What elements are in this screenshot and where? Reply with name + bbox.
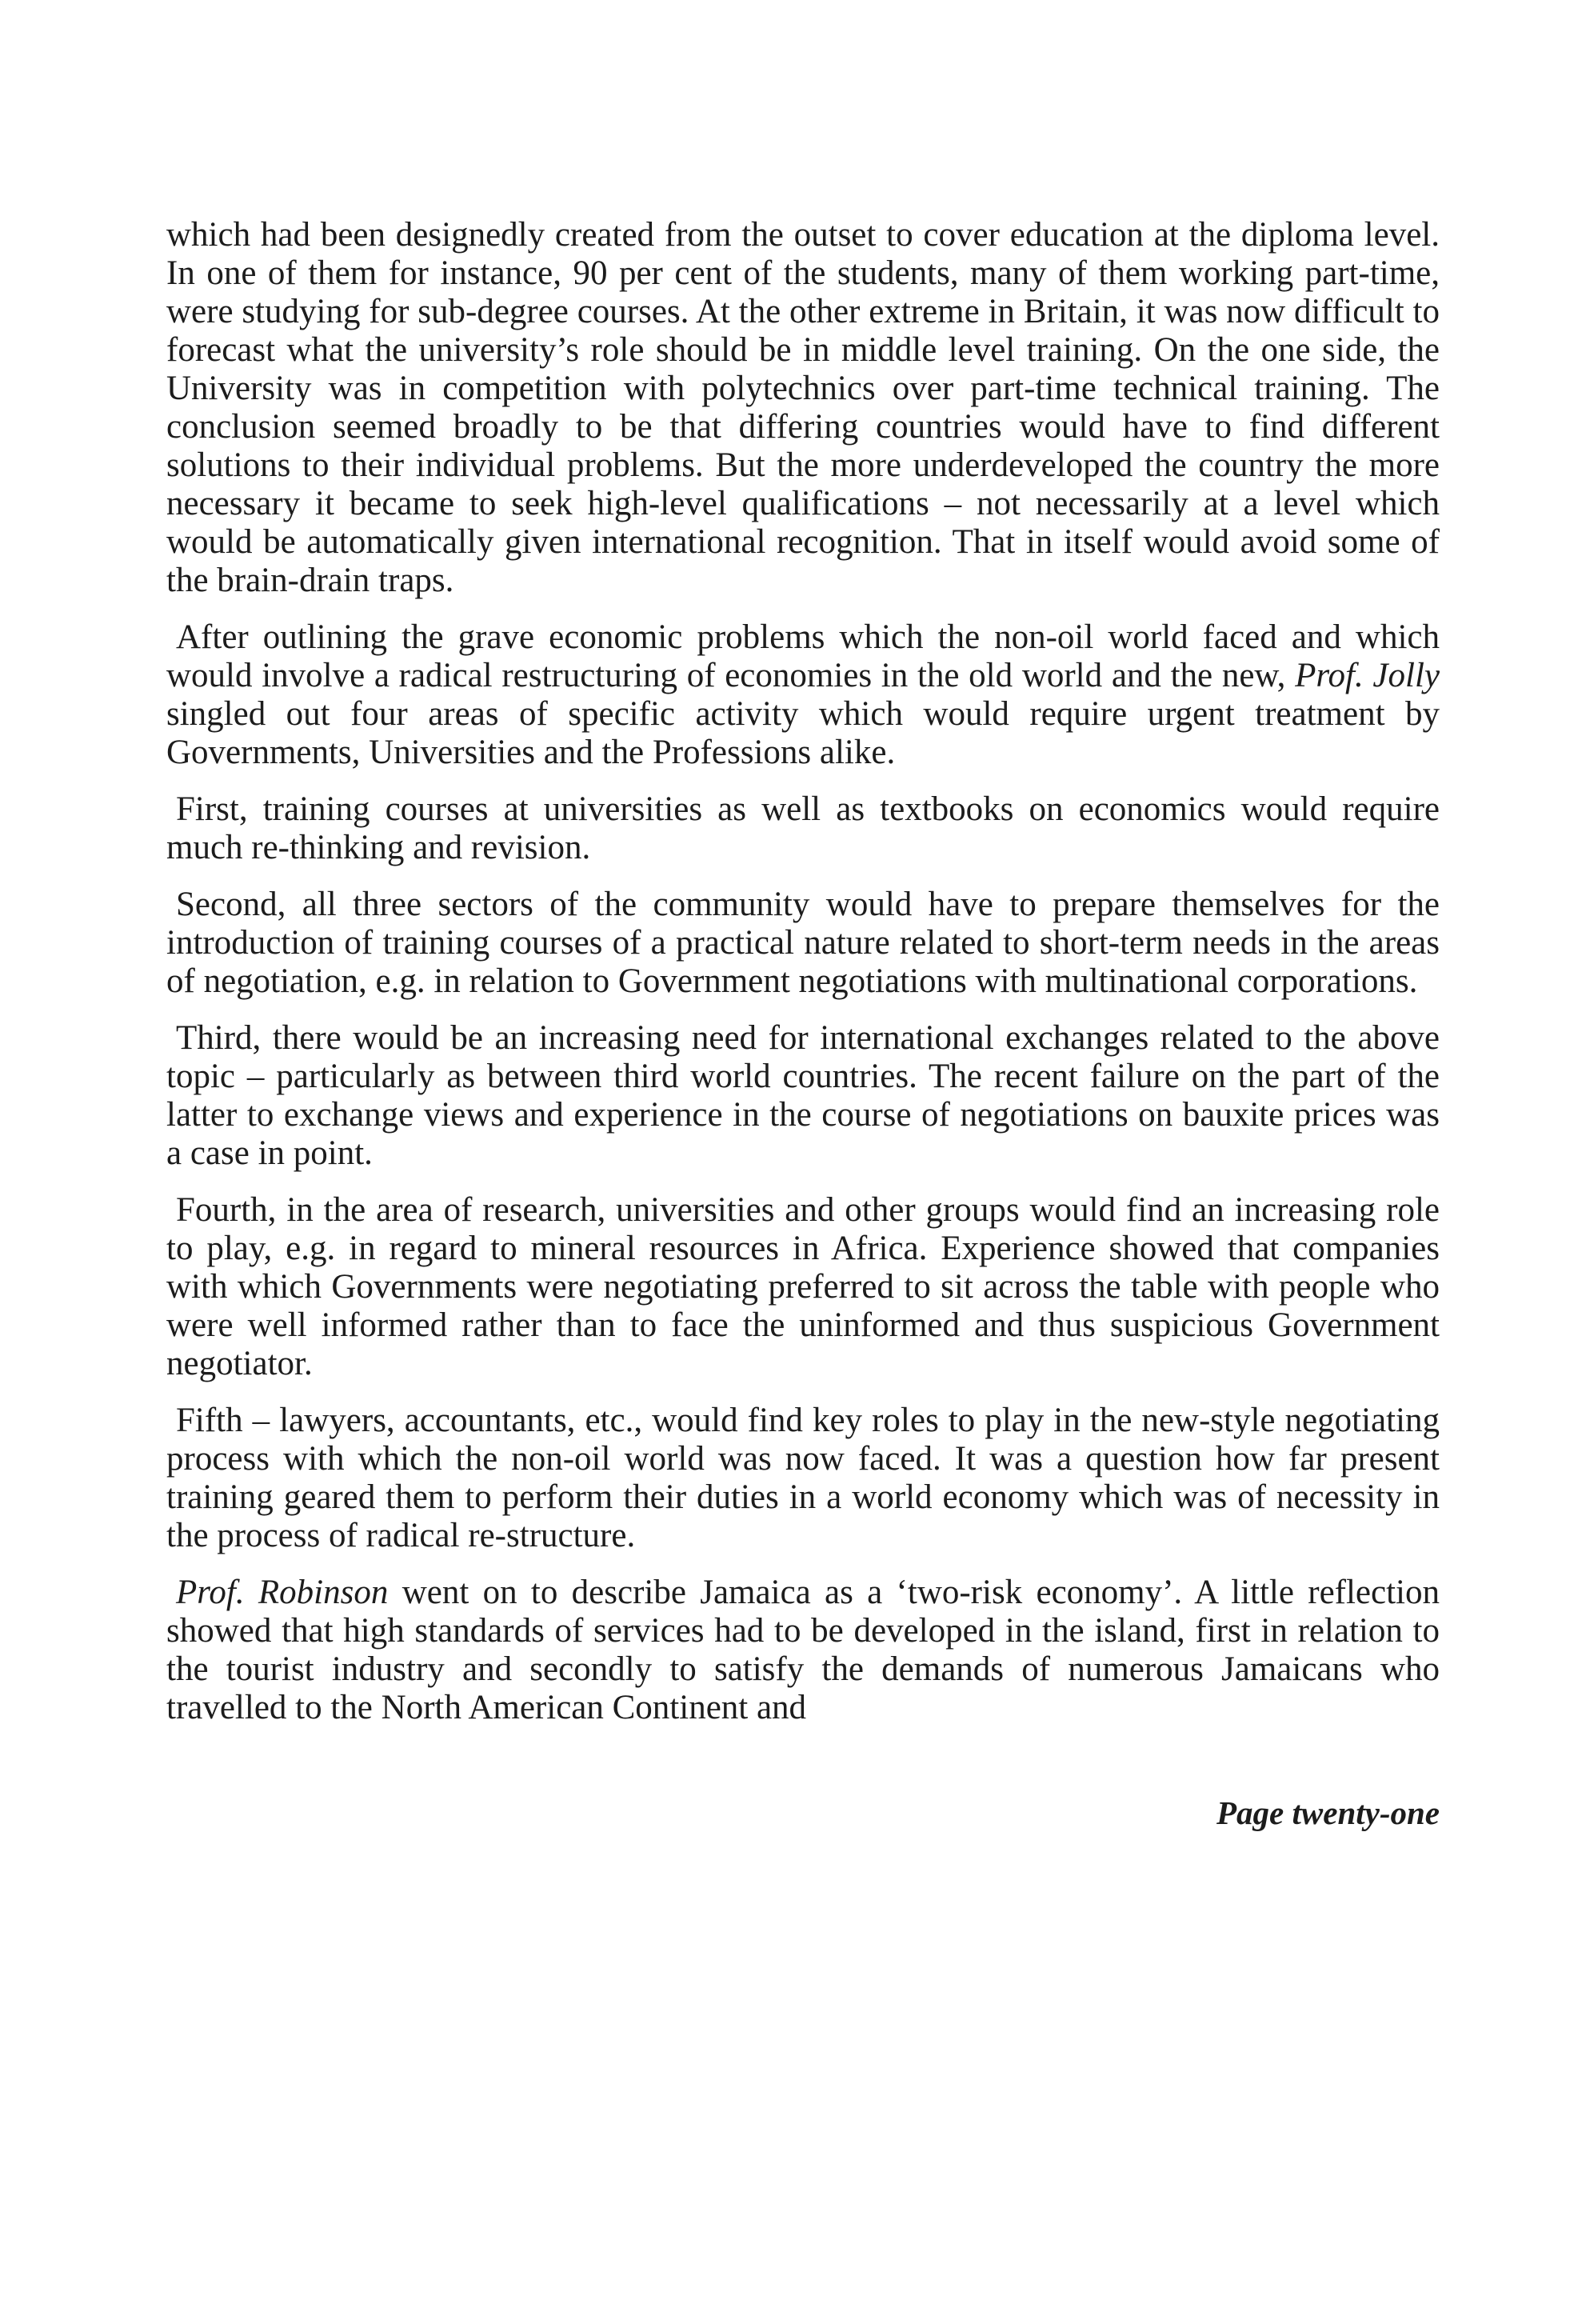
speaker-name-robinson: Prof. Robinson: [176, 1574, 389, 1611]
paragraph-3: [166, 790, 1440, 867]
paragraph-text: went on to describe Jamaica as a ‘two-risk economy’. A little reflection showed that high standards of services had to be developed in the island, first in relation to the tourist industry and secondly to satisfy the demands of numerous Jamaicans who travelled to the North American Continent and: [166, 1574, 1440, 1726]
paragraph-text: Fourth, in the area of research, universities and other groups would find an increasing role to play, e.g. in regard to mineral resources in Africa. Experience showed that companies with which Governments were negotiating preferred to sit across the table with people who were well informed rather than to face the uninformed and thus suspicious Government negotiator.: [166, 1191, 1440, 1382]
paragraph-text: Third, there would be an increasing need for international exchanges related to the above topic – particularly as between third world countries. The recent failure on the part of the latter to exchange views and experience in the course of negotiations on bauxite prices was a case in point.: [166, 1019, 1440, 1172]
paragraph-text: Second, all three sectors of the community would have to prepare themselves for the introduction of training courses of a practical nature related to short-term needs in the areas of negotiation, e.g. in relation to Government negotiations with multinational corporations.: [166, 886, 1440, 1000]
paragraph-4: [166, 886, 1440, 1001]
paragraph-8: [166, 1574, 1440, 1727]
paragraph-text: First, training courses at universities as well as textbooks on economics would require much re-thinking and revision.: [166, 790, 1440, 866]
page-number: Page twenty-one: [1216, 1794, 1440, 1831]
paragraph-text: After outlining the grave economic problems which the non-oil world faced and which would involve a radical restructuring of economies in the old world and the new,: [166, 618, 1440, 694]
paragraph-text: Fifth – lawyers, accountants, etc., would find key roles to play in the new-style negotiating process with which the non-oil world was now faced. It was a question how far present training geared them to perform their duties in a world economy which was of necessity in the process of radical re-structure.: [166, 1402, 1440, 1554]
paragraph-5: [166, 1019, 1440, 1173]
paragraph-text: singled out four areas of specific activity which would require urgent treatment by Governments, Universities and the Professions alike.: [166, 695, 1440, 771]
paragraph-7: [166, 1402, 1440, 1555]
paragraph-text: which had been designedly created from the outset to cover education at the diploma level. In one of them for instance, 90 per cent of the students, many of them working part-time, were studying for sub-degree courses. At the other extreme in Britain, it was now difficult to forecast what the university’s role should be in middle level training. On the one side, the University was in competition with polytechnics over part-time technical training. The conclusion seemed broadly to be that differing countries would have to find different solutions to their individual problems. But the more underdeveloped the country the more necessary it became to seek high-level qualifications – not necessarily at a level which would be automatically given international recognition. That in itself would avoid some of the brain-drain traps.: [166, 216, 1440, 599]
document-page: [166, 216, 1440, 1746]
paragraph-1: [166, 216, 1440, 600]
speaker-name-jolly: Prof. Jolly: [1295, 657, 1440, 694]
paragraph-2: [166, 618, 1440, 772]
paragraph-6: [166, 1191, 1440, 1383]
